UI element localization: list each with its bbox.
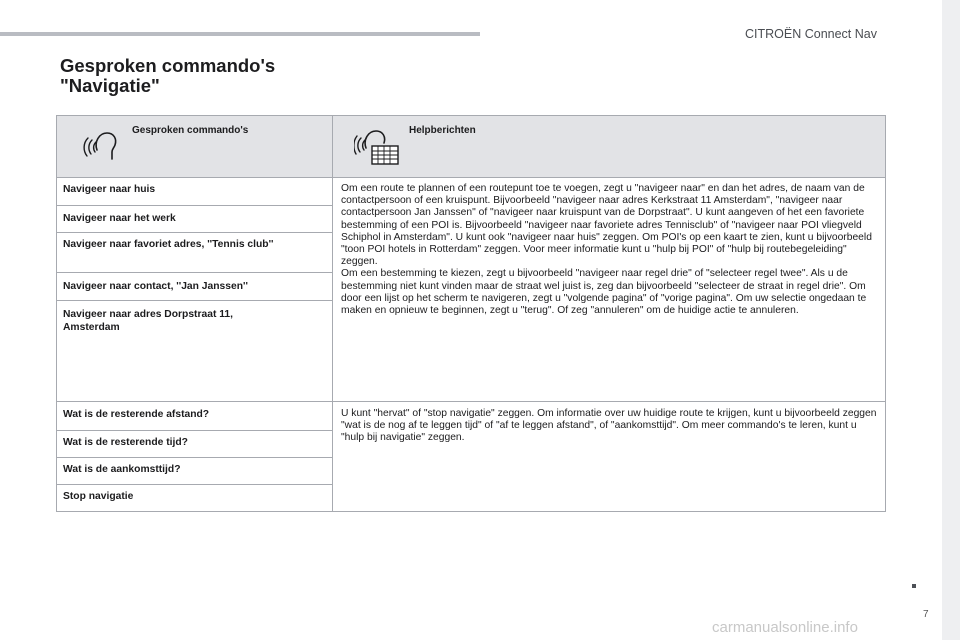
command-remaining-distance: Wat is de resterende afstand? xyxy=(63,409,210,420)
table-row xyxy=(57,301,332,401)
help-paragraph: U kunt "hervat" of "stop navigatie" zeggen. Om informatie over uw huidige route te krijgen, kunt u bijvoorbeeld zeggen "wat is de nog af te leggen tijd" of "af te leggen afstand", of "aankomsttijd". Om meer commando's te leren, kunt u "hulp bij navigatie" zeggen. xyxy=(341,408,877,444)
commands-table xyxy=(56,115,886,512)
col-commands-header: Gesproken commando's xyxy=(132,125,249,136)
command-navigate-home: Navigeer naar huis xyxy=(63,184,156,195)
help-paragraph: Om een route te plannen of een routepunt toe te voegen, zegt u "navigeer naar" en dan het adres, de naam van de contactpersoon of een kruispunt. Bijvoorbeeld "navigeer naar adres Kerkstraat 11 Amsterdam", "navigeer naar contactpersoon Jan Janssen" of "navigeer naar kruispunt van de Dorpstraat". U kunt aangeven of het een favoriete bestemming of een POI is. Bijvoorbeeld "navigeer naar favoriete adres Tennisclub" of "navigeer naar POI vliegveld Schiphol in Amsterdam". U kunt ook "navigeer naar huis" zeggen. Om POI's op een kaart te zien, kunt u bijvoorbeeld "toon POI hotels in Rotterdam" zeggen. Voor meer informatie kunt u "hulp bij POI" of "hulp bij routebegeleiding" zeggen. xyxy=(341,183,872,268)
table-row xyxy=(57,485,332,512)
voice-help-message-icon xyxy=(354,126,400,166)
table-row xyxy=(57,458,332,485)
table-row xyxy=(57,233,332,273)
table-row xyxy=(57,206,332,233)
voice-command-icon xyxy=(83,128,119,162)
table-row xyxy=(57,273,332,301)
column-divider xyxy=(332,116,333,511)
page-number: 7 xyxy=(923,609,929,620)
command-remaining-time: Wat is de resterende tijd? xyxy=(63,437,188,448)
table-header xyxy=(57,116,885,178)
watermark: carmanualsonline.info xyxy=(712,619,858,636)
help-text-route-info xyxy=(341,408,881,445)
page-title-line-2: "Navigatie" xyxy=(60,75,160,96)
command-navigate-favourite: Navigeer naar favoriet adres, ''Tennis club'' xyxy=(63,239,274,250)
table-row xyxy=(57,402,332,431)
header-rule xyxy=(0,32,480,36)
brand-label: CITROËN Connect Nav xyxy=(745,27,877,41)
help-text-navigation xyxy=(341,183,881,317)
page-edge-strip xyxy=(942,0,960,640)
command-arrival-time: Wat is de aankomsttijd? xyxy=(63,464,181,475)
command-navigate-work: Navigeer naar het werk xyxy=(63,213,176,224)
help-paragraph: Om een bestemming te kiezen, zegt u bijvoorbeeld "navigeer naar regel drie" of "selecteer regel twee". Als u de bestemming niet kunt vinden maar de straat wel juist is, zeg dan bijvoorbeeld "selecteer de straat in regel drie". Om door een lijst op het scherm te navigeren, zegt u "volgende pagina" of "vorige pagina". Om uw selectie ongedaan te maken en opnieuw te beginnen, zegt u "terug". Of zeg "annuleren" om de huidige actie te annuleren. xyxy=(341,268,867,317)
command-navigate-contact: Navigeer naar contact, ''Jan Janssen'' xyxy=(63,281,248,292)
page-marker-dot xyxy=(912,584,916,588)
command-navigate-address: Navigeer naar adres Dorpstraat 11, Amsterdam xyxy=(63,309,233,333)
command-stop-navigation: Stop navigatie xyxy=(63,491,134,502)
page-title-line-1: Gesproken commando's xyxy=(60,55,276,76)
table-row xyxy=(57,431,332,458)
table-row xyxy=(57,178,332,206)
col-help-header: Helpberichten xyxy=(409,125,476,136)
page-title xyxy=(60,56,275,96)
